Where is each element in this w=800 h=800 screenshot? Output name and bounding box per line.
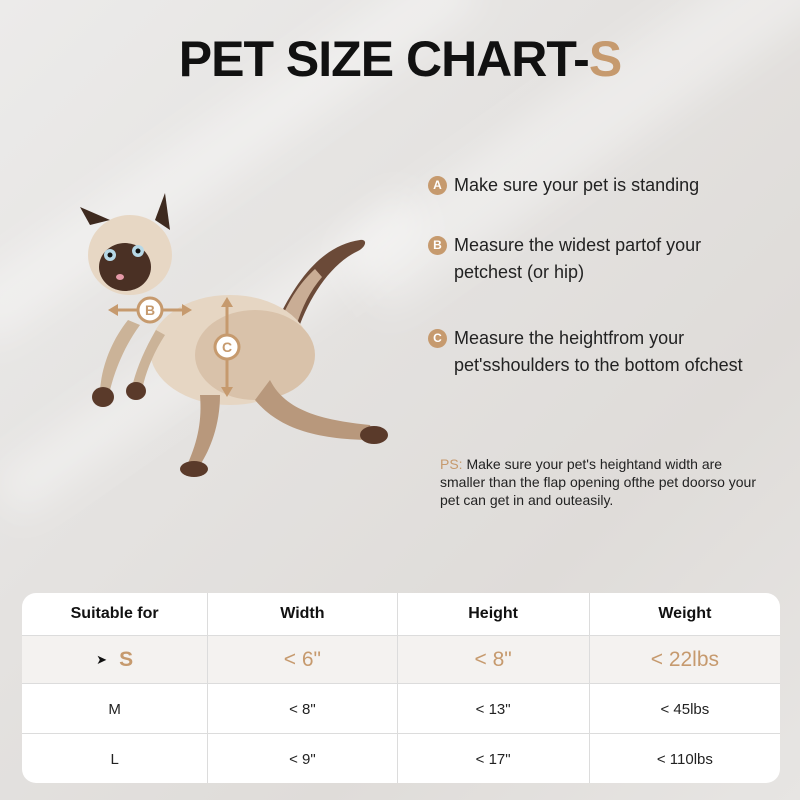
- instruction-a-text: Make sure your pet is standing: [454, 175, 700, 195]
- row-m-height: < 13": [398, 684, 590, 734]
- instruction-b-text: Measure the widest partof your petchest (or hip): [454, 235, 702, 282]
- row-l-height: < 17": [398, 734, 590, 783]
- cat-illustration: [70, 185, 410, 495]
- ps-text: Make sure your pet's heightand width are smaller than the flap opening ofthe pet doorso your pet can get in and outeasily.: [440, 456, 756, 508]
- label-b: B: [144, 302, 156, 318]
- row-s-width: < 6": [208, 636, 397, 684]
- row-m-weight: < 45lbs: [660, 700, 710, 718]
- row-l-width: < 9": [208, 734, 397, 783]
- label-c: C: [221, 339, 233, 355]
- ps-label: PS:: [440, 456, 463, 472]
- badge-b: B: [428, 236, 447, 255]
- cat-svg: [70, 185, 410, 495]
- row-m-size: M: [22, 684, 208, 734]
- row-l-size: L: [22, 734, 208, 783]
- row-s-size: [22, 636, 208, 684]
- header-suitable: Suitable for: [22, 593, 208, 635]
- arrow-right-icon: ➤: [96, 652, 108, 667]
- table-header: [22, 593, 780, 635]
- ps-note: [440, 455, 770, 509]
- table-row: [22, 733, 780, 783]
- table-row: [22, 683, 780, 734]
- table-row: [22, 635, 780, 684]
- size-table: [22, 593, 780, 783]
- instruction-c: [428, 325, 748, 379]
- header-height: Height: [398, 593, 590, 635]
- header-weight: Weight: [658, 605, 712, 622]
- size-s-label: S: [119, 648, 134, 671]
- header-width: Width: [208, 593, 397, 635]
- page-title: [0, 30, 800, 88]
- badge-c: C: [428, 329, 447, 348]
- instruction-a: [428, 172, 788, 199]
- instruction-c-text: Measure the heightfrom your pet'sshoulders to the bottom ofchest: [454, 328, 743, 375]
- row-s-height: < 8": [398, 636, 590, 684]
- badge-a: A: [428, 176, 447, 195]
- instruction-b: [428, 232, 768, 286]
- row-l-weight: < 110lbs: [656, 750, 713, 768]
- title-main: PET SIZE CHART-: [178, 31, 589, 87]
- title-accent: S: [588, 31, 622, 87]
- row-m-width: < 8": [208, 684, 397, 734]
- row-s-weight: < 22lbs: [650, 648, 720, 671]
